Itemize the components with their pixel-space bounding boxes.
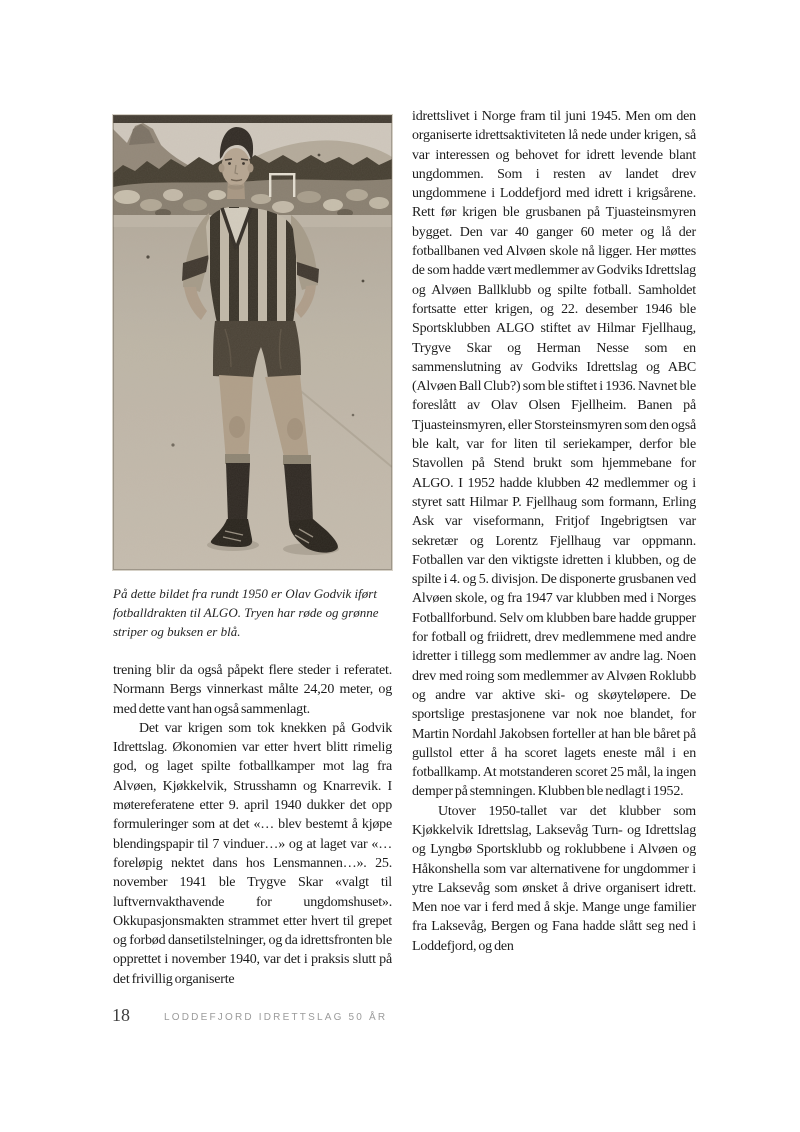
paragraph: Det var krigen som tok knekken på Godvik Idrettslag. Økonomien var etter hvert blitt rimelig god, og laget spilte fotballkamper mot lag fra Alvøen, Kjøkkelvik, Strusshamn og Knarrevik. I møtereferatene etter 9. april 1940 dukker det opp formuleringer som at det «… blev bestemt å kjøpe blendingspapir til 7 vinduer…» og at laget var «… foreløpig nektet dans hos Lensmannen…». 25. november 1941 ble Trygve Skar «valgt til luftvernvakthavende for ungdomshuset». Okkupasjonsmakten strammet etter hvert til grepet og forbød dansetilstelninger, og da idrettsfronten ble opprettet i november 1940, var det i praksis slutt på det frivillig organiserte <box>113 720 392 987</box>
paragraph: idrettslivet i Norge fram til juni 1945. Men om den organiserte idrettsaktiviteten lå nede under krigen, så var interessen og behovet for idrett levende blant ungdommen. Som i resten av landet drev ungdommene i Loddefjord med idrett i krigsårene. Rett før krigen ble grusbanen på Tjuasteinsmyren bygget. Den var 40 ganger 60 meter og lå der fotballbanen ved Alvøen skole nå ligger. Her møttes de som hadde vært medlemmer av Godviks Idrettslag og Alvøen Ballklubb og spilte fotball. Samholdet fortsatte etter krigen, og 22. desember 1946 ble Sportsklubben ALGO stiftet av Hilmar Fjellhaug, Trygve Skar og Herman Nesse som en sammenslutning av Godviks Idrettslag og ABC (Alvøen Ball Club?) som ble stiftet i 1936. Navnet ble foreslått av Olav Olsen Fjellheim. Banen på Tjuasteinsmyren, eller Storsteinsmyren som den også ble kalt, var for liten til seriekamper, derfor ble Stavollen på Stend brukt som hjemmebane for ALGO. I 1952 hadde klubben 42 medlemmer og i styret satt Hilmar P. Fjellhaug som formann, Erling Ask var viseformann, Fritjof Ingebrigtsen var sekretær og Lorentz Fjellhaug var oppmann. Fotballen var den viktigste idretten i klubben, og de spilte i 4. og 5. divisjon. De disponerte grusbanen ved Alvøen skole, og fra 1947 var klubben med i Norges Fotballforbund. Selv om klubben bare hadde grupper for fotball og friidrett, drev medlemmene med andre idretter i tillegg som medlemmer av andre lag. Noen drev med roing som medlemmer av Alvøen Roklubb og andre var aktive ski- og skøyteløpere. De sportslige prestasjonene var nok noe blandet, for Martin Nordahl Jakobsen forteller at han ble båret på gullstol etter å ha scoret lagets eneste mål i en fotballkamp. At motstanderen scoret 25 mål, la ingen demper på stemningen. Klubben ble nedlagt i 1952. <box>412 109 696 800</box>
left-column <box>113 115 392 989</box>
football-player-photo-illustration <box>113 115 392 570</box>
photo-olav-godvik <box>113 115 392 570</box>
paragraph: Utover 1950-tallet var det klubber som Kjøkkelvik Idrettslag, Laksevåg Turn- og Idrettslag og Lyngbø Sportsklubb og roklubbene i Alvøen og Håkonshella som var alternativene for ungdommer i ytre Laksevåg som ønsket å drive organisert idrett. Men noe var i ferd med å skje. Mange unge familier fra Laksevåg, Bergen og Fana hadde slått seg ned i Loddefjord, og den <box>412 803 696 954</box>
right-column-text <box>412 107 696 956</box>
footer-book-title: LODDEFJORD IDRETTSLAG 50 ÅR <box>164 1012 388 1023</box>
paragraph: trening blir da også påpekt flere steder i referatet. Normann Bergs vinnerkast målte 24,20 meter, og med dette vant han også sammenlagt. <box>113 663 392 717</box>
photo-caption: På dette bildet fra rundt 1950 er Olav Godvik iført fotballdrakten til ALGO. Tryen har røde og grønne striper og buksen er blå. <box>113 586 379 639</box>
page-number: 18 <box>112 1005 130 1025</box>
right-column <box>412 107 696 956</box>
left-column-text <box>113 661 392 989</box>
